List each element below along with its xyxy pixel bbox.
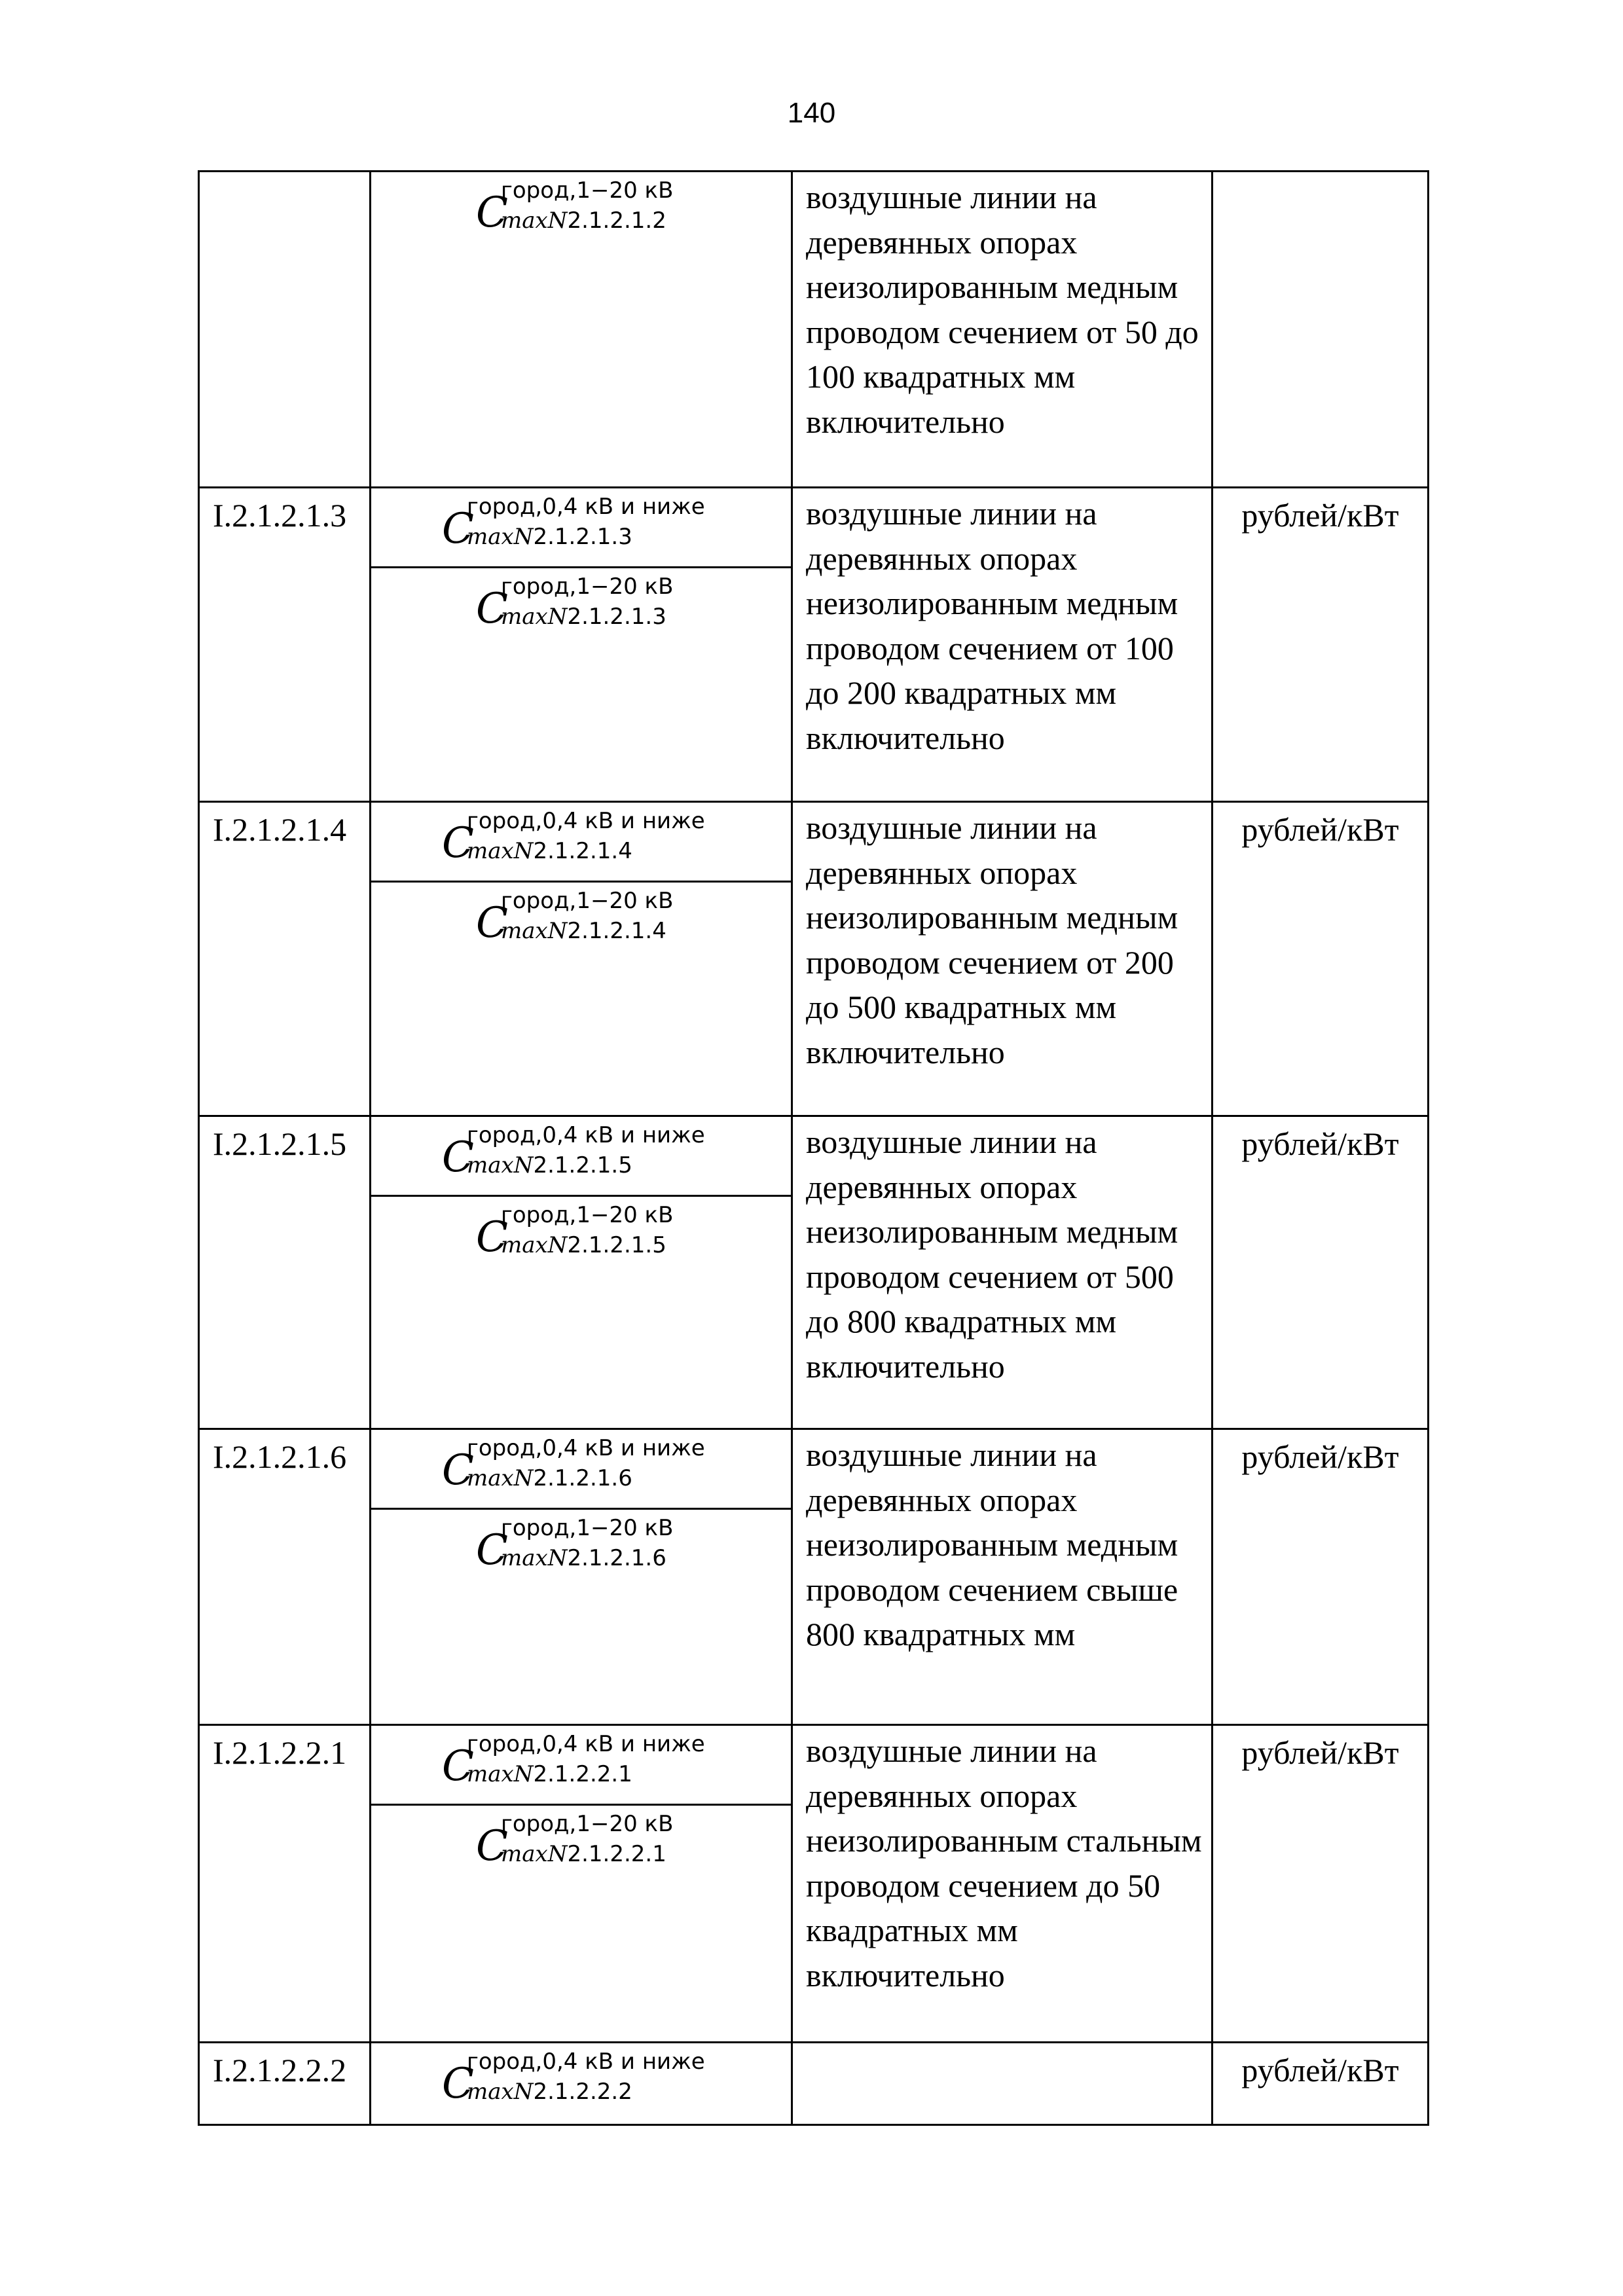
table-row [199,802,1429,1116]
table-row [199,1116,1429,1429]
code-cell: I.2.1.2.1.3 [199,488,371,802]
unit-cell: рублей/кВт [1213,802,1429,1116]
unit-cell: рублей/кВт [1213,1725,1429,2043]
unit-cell: рублей/кВт [1213,1116,1429,1429]
description-cell: воздушные линии на деревянных опорах неизолированным медным проводом сечением от 100 до 200 квадратных мм включительно [792,488,1213,802]
code-cell: I.2.1.2.2.2 [199,2043,371,2125]
unit-cell: рублей/кВт [1213,488,1429,802]
code-cell: I.2.1.2.1.4 [199,802,371,1116]
formula-symbol-1-20kv: C город,1−20 кВ maxN2.1.2.1.2 [476,177,674,237]
symbol-cell [371,1116,792,1429]
formula-symbol-0-4kv: C город,0,4 кВ и ниже maxN2.1.2.2.1 [371,1726,791,1806]
formula-symbol-1-20kv: C город,1−20 кВ maxN2.1.2.1.6 [476,1515,674,1575]
formula-symbol-0-4kv: C город,0,4 кВ и ниже maxN2.1.2.2.2 [442,2049,705,2108]
symbol-cell [371,172,792,488]
formula-symbol-1-20kv: C город,1−20 кВ maxN2.1.2.1.5 [476,1202,674,1262]
description-cell: воздушные линии на деревянных опорах неизолированным медным проводом сечением от 50 до 100 квадратных мм включительно [792,172,1213,488]
symbol-cell [371,2043,792,2125]
description-cell: воздушные линии на деревянных опорах неизолированным медным проводом сечением свыше 800 квадратных мм [792,1429,1213,1725]
unit-cell [1213,172,1429,488]
page-number: 140 [787,97,836,129]
table-row [199,1429,1429,1725]
tariff-table [198,170,1429,2126]
symbol-cell [371,1725,792,2043]
table-row [199,172,1429,488]
symbol-cell [371,802,792,1116]
unit-cell: рублей/кВт [1213,1429,1429,1725]
formula-symbol-1-20kv: C город,1−20 кВ maxN2.1.2.1.4 [476,888,674,947]
code-cell: I.2.1.2.1.6 [199,1429,371,1725]
table-row [199,2043,1429,2125]
symbol-cell [371,1429,792,1725]
formula-symbol-1-20kv: C город,1−20 кВ maxN2.1.2.1.3 [476,574,674,633]
formula-symbol-0-4kv: C город,0,4 кВ и ниже maxN2.1.2.1.6 [371,1430,791,1510]
description-cell: воздушные линии на деревянных опорах неизолированным медным проводом сечением от 500 до 800 квадратных мм включительно [792,1116,1213,1429]
code-cell [199,172,371,488]
code-cell: I.2.1.2.2.1 [199,1725,371,2043]
unit-cell: рублей/кВт [1213,2043,1429,2125]
formula-symbol-0-4kv: C город,0,4 кВ и ниже maxN2.1.2.1.4 [371,803,791,883]
code-cell: I.2.1.2.1.5 [199,1116,371,1429]
table-row [199,1725,1429,2043]
formula-symbol-1-20kv: C город,1−20 кВ maxN2.1.2.2.1 [476,1811,674,1870]
formula-symbol-0-4kv: C город,0,4 кВ и ниже maxN2.1.2.1.3 [371,488,791,568]
description-cell [792,2043,1213,2125]
description-cell: воздушные линии на деревянных опорах неизолированным медным проводом сечением от 200 до 500 квадратных мм включительно [792,802,1213,1116]
symbol-cell [371,488,792,802]
table-row [199,488,1429,802]
description-cell: воздушные линии на деревянных опорах неизолированным стальным проводом сечением до 50 квадратных мм включительно [792,1725,1213,2043]
formula-symbol-0-4kv: C город,0,4 кВ и ниже maxN2.1.2.1.5 [371,1117,791,1197]
